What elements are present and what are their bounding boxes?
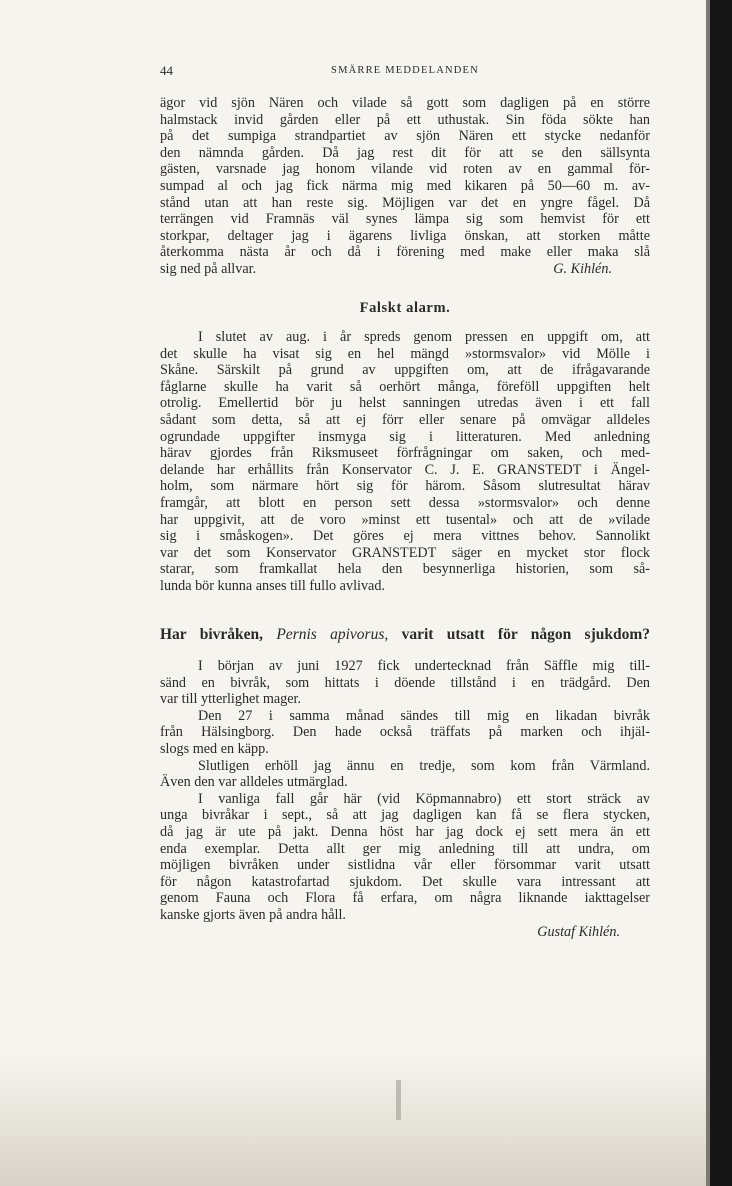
text-line: slogs med en käpp. bbox=[160, 740, 269, 757]
text-line: lunda bör kunna anses till fullo avlivad. bbox=[160, 577, 385, 594]
text-line: gästen, varsnade jag honom vilande vid roten av en gammal för- bbox=[160, 161, 650, 178]
text-line: sig i småskogen». Det göres ej mera vittnes behov. Sannolikt bbox=[160, 528, 650, 545]
page-number: 44 bbox=[160, 63, 173, 78]
text-line: det skulle ha visat sig en hel mängd »stormsvalor» vid Mölle i bbox=[160, 345, 650, 362]
text-line: enda exemplar. Detta allt ger mig anledning till att undra, om bbox=[160, 840, 650, 857]
scan-border bbox=[710, 0, 732, 1186]
text-line: Den 27 i samma månad sändes till mig en likadan bivråk bbox=[198, 707, 650, 724]
text-line: terrängen vid Framnäs väl synes lämpa sig som hemvist för ett bbox=[160, 211, 650, 228]
text-line: unga bivråkar i sept., så att jag dagligen kan få se flera stycken, bbox=[160, 807, 650, 824]
running-head: SMÄRRE MEDDELANDEN bbox=[331, 65, 479, 76]
text-line: fåglarne skulle ha varit så oerhört många, föreföll uppgiften helt bbox=[160, 378, 650, 395]
scan-streak bbox=[396, 1080, 401, 1120]
text-line: var till ytterlighet mager. bbox=[160, 691, 302, 708]
text-line: stånd utan att han reste sig. Möjligen var det en yngre fågel. Då bbox=[160, 194, 650, 211]
text-line: ägor vid sjön Nären och vilade så gott som dagligen på en större bbox=[160, 95, 650, 111]
text-line: holm, som närmare hört sig för härom. Såsom slutresultat härav bbox=[160, 478, 650, 495]
text-line: framgår, att blott en person sett dessa »stormsvalor» och denne bbox=[160, 494, 650, 511]
section3-text bbox=[160, 658, 650, 940]
text-line: storkpar, deltager jag i ägarens livliga önskan, att storken måtte bbox=[160, 227, 650, 244]
text-line: sänd en bivråk, som hittats i döende tillstånd i en trädgård. Den bbox=[160, 674, 650, 691]
text-line: Skåne. Särskilt på grund av uppgiften om, att de ifrågavarande bbox=[160, 362, 650, 379]
text-line: möjligen bivråken under sistlidna vår eller försommar varit utsatt bbox=[160, 857, 650, 874]
text-line: från Hälsingborg. Den hade också träffats på marken och ihjäl- bbox=[160, 724, 650, 741]
text-line: I slutet av aug. i år spreds genom pressen en uppgift om, att bbox=[198, 329, 650, 345]
title-part: varit utsatt för någon sjukdom? bbox=[401, 626, 651, 643]
text-line: har uppgivit, att de voro »minst ett tusental» och att de »vilade bbox=[160, 511, 650, 528]
text-line: genom Fauna och Flora få erfara, om några liknande iakttagelser bbox=[160, 890, 650, 907]
text-line: då jag är ute på jakt. Denna höst har jag dock ej sett mera än ett bbox=[160, 823, 650, 840]
text-line: Slutligen erhöll jag ännu en tredje, som kom från Värmland. bbox=[198, 757, 650, 774]
section2-text bbox=[160, 329, 650, 595]
signature: Gustaf Kihlén. bbox=[537, 923, 620, 940]
scan-shadow bbox=[0, 1050, 706, 1186]
title-species: Pernis apivorus, bbox=[276, 626, 389, 643]
text-line: I vanliga fall går här (vid Köpmannabro) ett stort sträck av bbox=[198, 790, 650, 807]
text-line: den nämnda gården. Då jag rest dit för att se den sällsynta bbox=[160, 144, 650, 161]
text-line: på det sumpiga strandpartiet av sjön Nären ett stycke nedanför bbox=[160, 128, 650, 145]
text-line: kanske gjorts även på andra håll. bbox=[160, 906, 346, 923]
text-line-end: sig ned på allvar. bbox=[160, 260, 257, 277]
section1-text bbox=[160, 95, 650, 278]
signature: G. Kihlén. bbox=[553, 260, 612, 277]
text-line: sådant som detta, så att ej förr eller senare på omvägar alldeles bbox=[160, 411, 650, 428]
text-line: sumpad al och jag fick närma mig med kikaren på 50—60 m. av- bbox=[160, 177, 650, 194]
text-line: delande har erhållits från Konservator C. J. E. GRANSTEDT i Ängel- bbox=[160, 461, 650, 478]
text-line: ogrundade uppgifter insmyga sig i litteraturen. Med anledning bbox=[160, 428, 650, 445]
text-line: Även den var alldeles utmärglad. bbox=[160, 774, 348, 791]
section-title bbox=[160, 626, 650, 644]
text-line: återkomma nästa år och då i förening med make eller maka slå bbox=[160, 244, 650, 261]
text-line: otrolig. Emellertid bör ju helst sanningen utredas även i ett fall bbox=[160, 395, 650, 412]
title-part: Har bivråken, bbox=[160, 626, 264, 643]
section-title: Falskt alarm. bbox=[359, 300, 451, 316]
text-line: halmstack invid gården eller på ett uthustak. Sin föda sökte han bbox=[160, 111, 650, 128]
text-line: starar, som framkallat hela den besynnerliga historien, som så- bbox=[160, 561, 650, 578]
text-line: var det som Konservator GRANSTEDT säger en mycket stor flock bbox=[160, 544, 650, 561]
text-line: för någon katastrofartad sjukdom. Det skulle vara intressant att bbox=[160, 873, 650, 890]
text-line: I början av juni 1927 fick undertecknad från Säffle mig till- bbox=[198, 658, 650, 674]
page-header bbox=[160, 63, 650, 79]
text-line-with-signature bbox=[160, 261, 650, 278]
text-line: härav gjordes från Riksmuseet förfrågningar om saken, och med- bbox=[160, 445, 650, 462]
